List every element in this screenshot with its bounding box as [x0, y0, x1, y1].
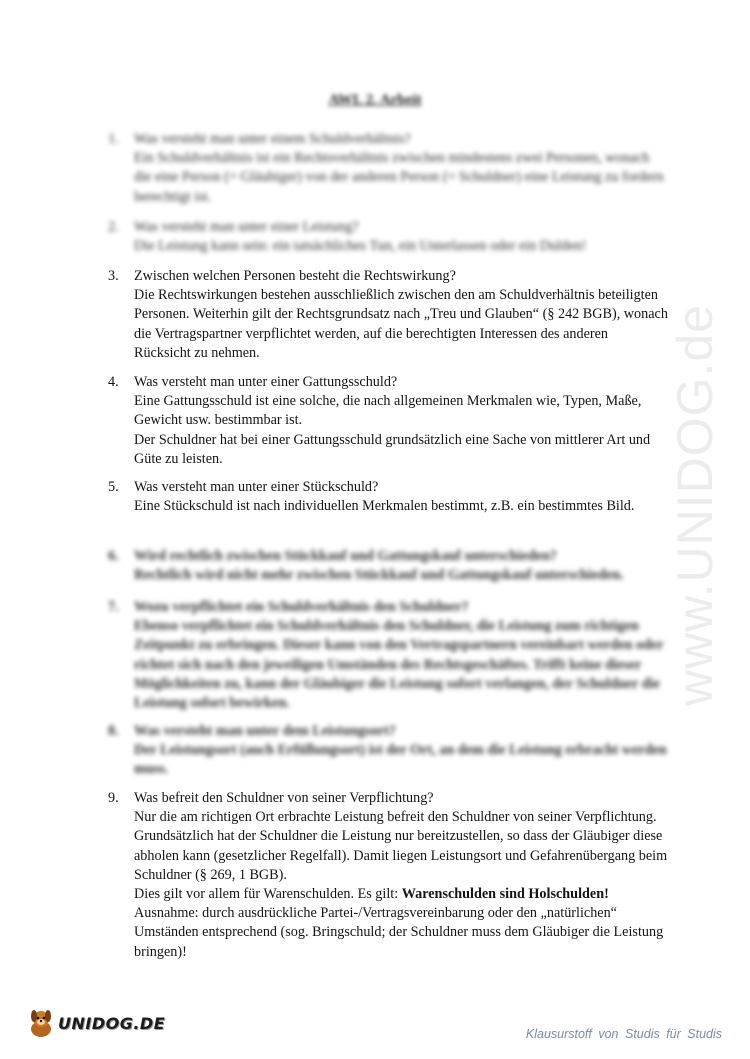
- question-text: Was versteht man unter einer Leistung?: [134, 219, 359, 235]
- answer-text: Rechtlich wird nicht mehr zwischen Stückkauf und Gattungskauf unterschieden.: [134, 567, 624, 584]
- question-item-8: [108, 722, 668, 780]
- question-item-9: [108, 789, 668, 962]
- question-item-5: [108, 478, 668, 516]
- question-item-7: [108, 598, 668, 713]
- question-item-4: [108, 373, 668, 469]
- question-text: Zwischen welchen Personen besteht die Rechtswirkung?: [134, 268, 456, 284]
- question-number: 2.: [108, 219, 119, 235]
- answer-text: Die Rechtswirkungen bestehen ausschließlich zwischen den am Schuldverhältnis beteiligten Personen. Weiterhin gilt der Rechtsgrundsatz nach „Treu und Glauben“ (§ 242 BGB), wonach die Vertragspartner verpflichtet werden, auf die berechtigten Interessen des anderen Rücksicht zu nehmen.: [134, 287, 668, 361]
- answer-text-2: [134, 885, 668, 904]
- question-text: Was versteht man unter einem Schuldverhältnis?: [134, 131, 411, 147]
- answer-text-2-prefix: Dies gilt vor allem für Warenschulden. Es gilt:: [134, 886, 402, 903]
- footer-logo[interactable]: [26, 1006, 165, 1040]
- answer-text: Die Leistung kann sein: ein tatsächliches Tun, ein Unterlassen oder ein Dulden!: [134, 238, 587, 255]
- watermark-text: www.UNIDOG.de: [667, 304, 723, 706]
- question-number: 3.: [108, 268, 119, 284]
- footer-slogan: Klausurstoff von Studis für Studis: [525, 1027, 722, 1041]
- document-title: AWL 2. Arbeit: [328, 92, 422, 108]
- question-text: Was befreit den Schuldner von seiner Verpflichtung?: [134, 790, 434, 806]
- question-item-2: [108, 218, 668, 256]
- question-text: Was versteht man unter dem Leistungsort?: [134, 723, 396, 739]
- answer-text: Eine Stückschuld ist nach individuellen Merkmalen bestimmt, z.B. ein bestimmtes Bild.: [134, 498, 635, 515]
- answer-text: Ebenso verpflichtet ein Schuldverhältnis den Schuldner, die Leistung zum richtigen Zeitpunkt zu erbringen. Dieser kann von den Vertragspartnern vereinbart werden oder richtet sich nach den jeweiligen Umständen des Rechtsgeschäftes. Trifft keine dieser Möglichkeiten zu, kann der Gläubiger die Leistung sofort verlangen, der Schuldner die Leistung sofort bewirken.: [134, 618, 664, 712]
- logo-text: UNIDOG.DE: [58, 1013, 166, 1033]
- answer-text: Der Leistungsort (auch Erfüllungsort) ist der Ort, an dem die Leistung erbracht werden muss.: [134, 742, 667, 778]
- question-number: 1.: [108, 131, 119, 147]
- question-number: 5.: [108, 479, 119, 495]
- question-item-3: [108, 267, 668, 363]
- question-number: 8.: [108, 723, 119, 739]
- question-text: Was versteht man unter einer Gattungsschuld?: [134, 374, 398, 390]
- question-text: Wird rechtlich zwischen Stückkauf und Gattungskauf unterschieden?: [134, 548, 557, 564]
- question-item-6: [108, 547, 668, 585]
- answer-text: Ein Schuldverhältnis ist ein Rechtsverhältnis zwischen mindestens zwei Personen, wonach die eine Person (= Gläubiger) von der anderen Person (= Schuldner) eine Leistung zu fordern berechtigt ist.: [134, 150, 664, 205]
- answer-text-2: Der Schuldner hat bei einer Gattungsschuld grundsätzlich eine Sache von mittlerer Art und Güte zu leisten.: [134, 431, 651, 467]
- question-text: Was versteht man unter einer Stückschuld?: [134, 479, 379, 495]
- question-text: Wozu verpflichtet ein Schuldverhältnis den Schuldner?: [134, 599, 469, 615]
- question-number: 7.: [108, 599, 119, 615]
- answer-text-2-bold: Warenschulden sind Holschulden!: [401, 886, 609, 903]
- question-number: 6.: [108, 548, 119, 564]
- question-number: 4.: [108, 374, 119, 390]
- watermark: [665, 270, 725, 740]
- question-number: 9.: [108, 790, 119, 806]
- dog-mascot-icon: [26, 1007, 56, 1039]
- question-item-1: [108, 130, 668, 207]
- answer-text-3: Ausnahme: durch ausdrückliche Partei-/Vertragsvereinbarung oder den „natürlichen“ Umständen entsprechend (sog. Bringschuld; der Schuldner muss dem Gläubiger die Leistung bringen)!: [134, 905, 664, 960]
- answer-text: Nur die am richtigen Ort erbrachte Leistung befreit den Schuldner von seiner Verpflichtung. Grundsätzlich hat der Schuldner die Leistung nur bereitzustellen, so dass der Gläubiger diese abholen kann (gesetzlicher Regelfall). Damit liegen Leistungsort und Gefahrenübergang beim Schuldner (§ 269, 1 BGB).: [134, 809, 668, 883]
- answer-text: Eine Gattungsschuld ist eine solche, die nach allgemeinen Merkmalen wie, Typen, Maße, Gewicht usw. bestimmbar ist.: [134, 393, 642, 429]
